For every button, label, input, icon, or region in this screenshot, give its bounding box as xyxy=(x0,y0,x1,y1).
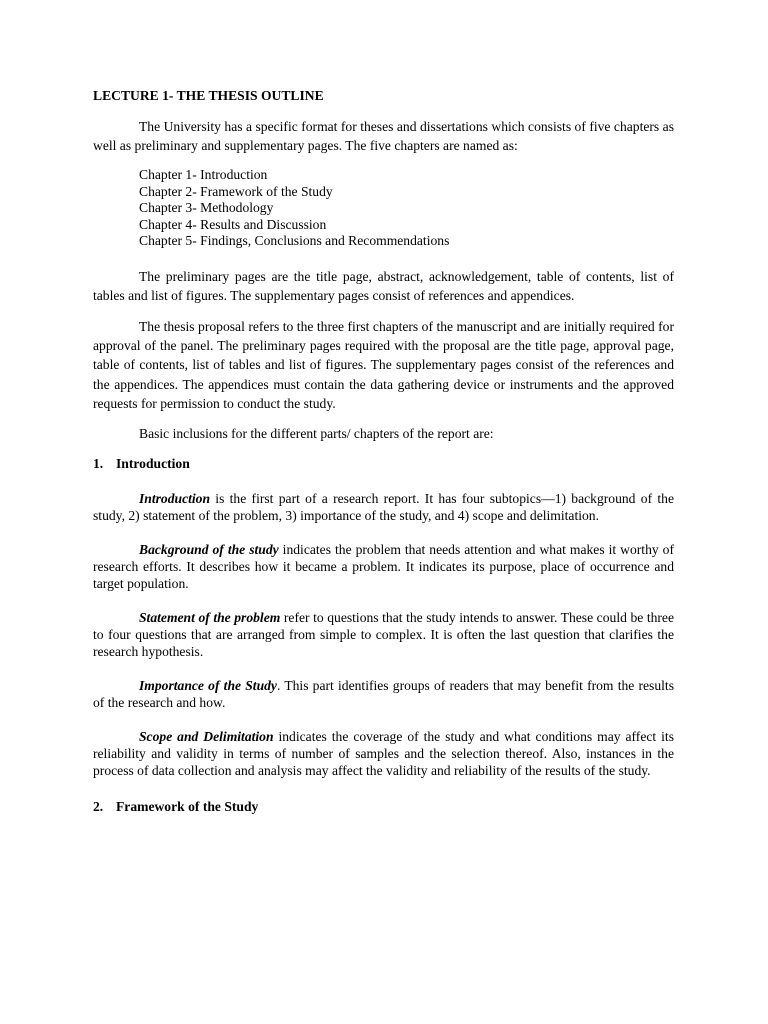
subsection-introduction xyxy=(93,490,674,524)
section-title: Framework of the Study xyxy=(116,798,259,814)
subsection-statement-of-problem xyxy=(93,609,674,660)
subsection-term: Introduction xyxy=(139,490,211,506)
subsection-term: Background of the study xyxy=(139,541,279,557)
chapter-list-item: Chapter 1- Introduction xyxy=(139,167,268,182)
chapter-list-item: Chapter 5- Findings, Conclusions and Recommendations xyxy=(139,233,450,249)
chapter-list-item: Chapter 2- Framework of the Study xyxy=(139,183,333,199)
section-heading-introduction xyxy=(93,454,674,473)
subsection-text: is the first part of a research report. It has four subtopics—1) background of the study, 2) statement of the problem, 3) importance of the study, and 4) scope and delimitation. xyxy=(93,490,674,523)
section-title: Introduction xyxy=(116,455,190,471)
subsection-text: indicates the problem that needs attention and what makes it worthy of research efforts. It describes how it became a problem. It indicates its purpose, place of occurrence and target population. xyxy=(93,541,675,591)
subsection-importance xyxy=(93,677,674,711)
subsection-text: refer to questions that the study intends to answer. These could be three to four questions that are arranged from simple to complex. It is often the last question that clarifies the research hypothesis. xyxy=(93,609,675,659)
subsection-scope xyxy=(93,728,674,779)
inclusions-paragraph: Basic inclusions for the different parts/ chapters of the report are: xyxy=(139,425,494,441)
document-body xyxy=(93,86,674,816)
chapter-list xyxy=(93,167,674,250)
intro-paragraph: The University has a specific format for theses and dissertations which consists of five chapters as well as preliminary and supplementary pages. The five chapters are named as: xyxy=(93,119,674,153)
chapter-list-item: Chapter 3- Methodology xyxy=(139,200,274,216)
chapter-list-item: Chapter 4- Results and Discussion xyxy=(139,216,327,232)
subsection-text: indicates the coverage of the study and what conditions may affect its reliability and validity in terms of number of samples and the selection thereof. Also, instances in the process of data collection and analysis may affect the validity and reliability of the results of the study. xyxy=(93,728,674,778)
lecture-title: LECTURE 1- THE THESIS OUTLINE xyxy=(93,88,324,103)
preliminary-paragraph: The preliminary pages are the title page, abstract, acknowledgement, table of contents, list of tables and list of figures. The supplementary pages consist of references and appendices. xyxy=(93,268,674,303)
subsection-term: Importance of the Study xyxy=(139,677,277,693)
subsection-term: Statement of the problem xyxy=(139,609,281,625)
subsection-background xyxy=(93,541,674,592)
proposal-paragraph: The thesis proposal refers to the three first chapters of the manuscript and are initially required for approval of the panel. The preliminary pages required with the proposal are the title page, approval page, table of contents, list of tables and list of figures. The supplementary pages consist of the references and the appendices. The appendices must contain the data gathering device or instruments and the approved requests for permission to conduct the study. xyxy=(93,318,674,411)
subsection-term: Scope and Delimitation xyxy=(139,728,274,744)
section-number: 1. xyxy=(93,455,104,471)
subsection-text: . This part identifies groups of readers that may benefit from the results of the research and how. xyxy=(93,677,674,710)
section-number: 2. xyxy=(93,798,104,814)
section-heading-framework xyxy=(93,797,674,816)
